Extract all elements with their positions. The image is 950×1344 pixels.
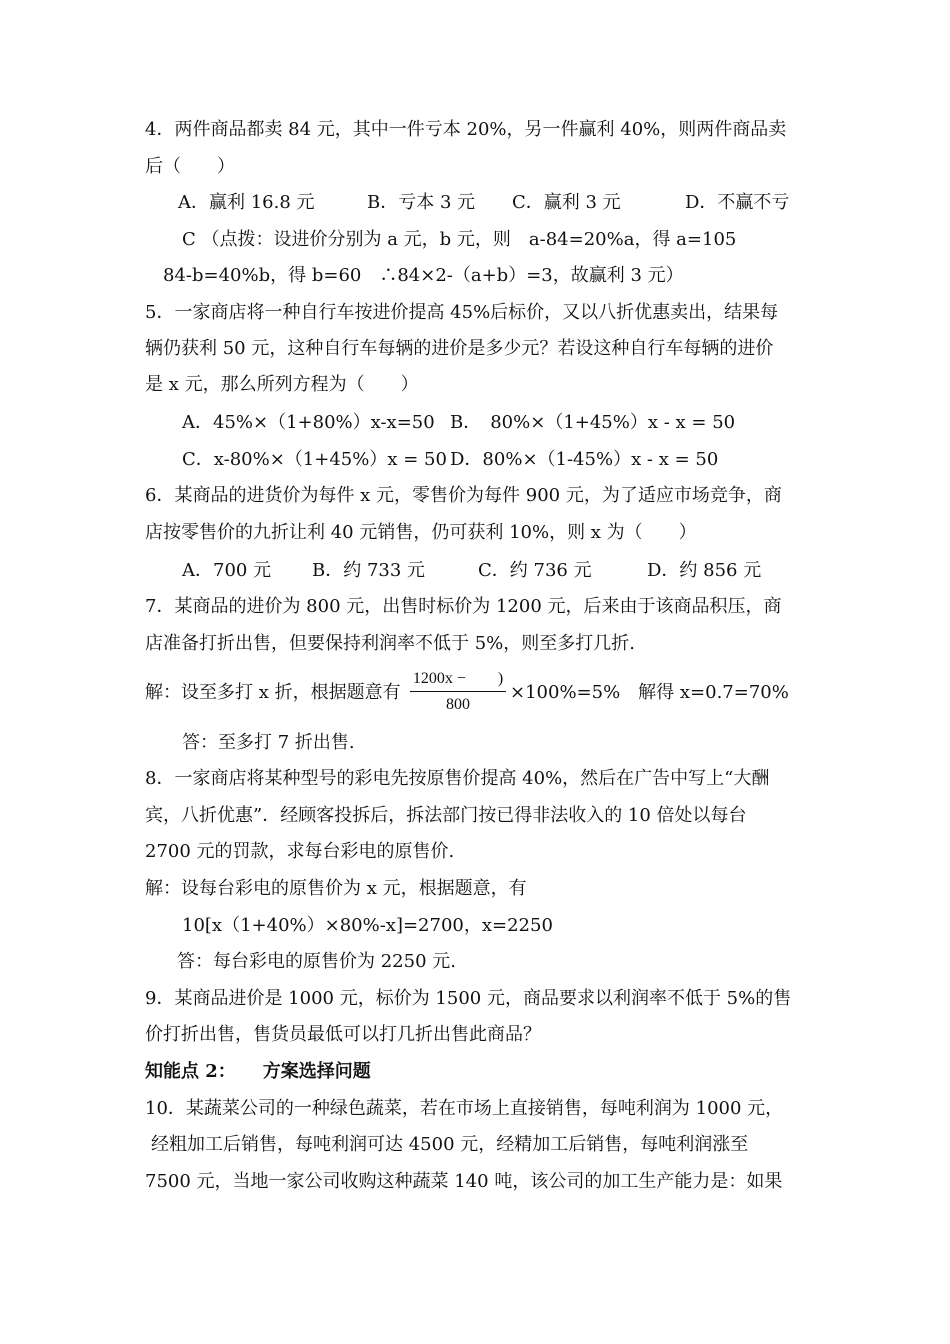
q7-stem-line2: 店准备打折出售，但要保持利润率不低于 5%，则至多打几折. [145, 633, 635, 654]
q5-option-b: B． 80%×（1+45%）x - x = 50 [450, 412, 736, 433]
q5-stem-line2: 辆仍获利 50 元，这种自行车每辆的进价是多少元？若设这种自行车每辆的进价 [145, 338, 774, 359]
q10-stem-line1: 10．某蔬菜公司的一种绿色蔬菜，若在市场上直接销售，每吨利润为 1000 元， [145, 1098, 784, 1119]
q7-fraction-numerator: 1200x − ) [412, 670, 504, 687]
q7-solution-suffix: ×100%=5% 解得 x=0.7=70% [510, 682, 789, 703]
q9-stem-line2: 价打折出售，售货员最低可以打几折出售此商品？ [145, 1024, 541, 1045]
q5-option-a: A．45%×（1+80%）x-x=50 [182, 412, 435, 433]
q6-stem-line2: 店按零售价的九折让利 40 元销售，仍可获利 10%，则 x 为（ ） [145, 522, 697, 543]
q4-option-a: A．赢利 16.8 元 [178, 192, 315, 213]
q4-option-b: B．亏本 3 元 [367, 192, 476, 213]
q6-stem-line1: 6．某商品的进货价为每件 x 元，零售价为每件 900 元，为了适应市场竞争，商 [145, 485, 782, 506]
q7-solution-prefix: 解：设至多打 x 折，根据题意有 [145, 682, 401, 703]
q7-fraction-bar [410, 691, 506, 692]
q5-stem-line3: 是 x 元，那么所列方程为（ ） [145, 374, 419, 395]
q4-option-c: C．赢利 3 元 [512, 192, 621, 213]
q5-option-c: C．x-80%×（1+45%）x = 50 [182, 449, 447, 470]
q9-stem-line1: 9．某商品进价是 1000 元，标价为 1500 元，商品要求以利润率不低于 5%的售 [145, 988, 792, 1009]
q4-hint-line1: C （点拨：设进价分别为 a 元，b 元，则 a-84=20%a，得 a=105 [182, 229, 737, 250]
q6-option-b: B．约 733 元 [312, 560, 426, 581]
q6-option-a: A．700 元 [182, 560, 272, 581]
q5-stem-line1: 5．一家商店将一种自行车按进价提高 45%后标价，又以八折优惠卖出，结果每 [145, 302, 779, 323]
q8-stem-line2: 宾，八折优惠”．经顾客投拆后，拆法部门按已得非法收入的 10 倍处以每台 [145, 805, 747, 826]
section-title: 知能点 2： 方案选择问题 [145, 1061, 371, 1082]
q10-stem-line2: 经粗加工后销售，每吨利润可达 4500 元，经精加工后销售，每吨利润涨至 [151, 1134, 749, 1155]
q4-stem-line1: 4．两件商品都卖 84 元，其中一件亏本 20%，另一件赢利 40%，则两件商品卖 [145, 119, 787, 140]
q8-stem-line1: 8．一家商店将某种型号的彩电先按原售价提高 40%，然后在广告中写上“大酬 [145, 768, 770, 789]
q4-option-d: D．不赢不亏 [685, 192, 790, 213]
q7-stem-line1: 7．某商品的进价为 800 元，出售时标价为 1200 元，后来由于该商品积压，商 [145, 596, 782, 617]
q6-option-c: C．约 736 元 [478, 560, 592, 581]
q8-answer: 答：每台彩电的原售价为 2250 元. [177, 951, 456, 972]
q7-fraction [410, 670, 506, 716]
q4-stem-line2: 后（ ） [145, 156, 235, 177]
q10-stem-line3: 7500 元，当地一家公司收购这种蔬菜 140 吨，该公司的加工生产能力是：如果 [145, 1171, 783, 1192]
q7-answer: 答：至多打 7 折出售. [182, 732, 355, 753]
q5-option-d: D．80%×（1-45%）x - x = 50 [450, 449, 719, 470]
q4-hint-line2: 84-b=40%b，得 b=60 ∴84×2-（a+b）=3，故赢利 3 元） [163, 265, 684, 286]
q7-fraction-denominator: 800 [446, 696, 470, 713]
q6-option-d: D．约 856 元 [647, 560, 762, 581]
q8-solution-line1: 解：设每台彩电的原售价为 x 元，根据题意，有 [145, 878, 527, 899]
q8-stem-line3: 2700 元的罚款，求每台彩电的原售价. [145, 841, 455, 862]
q8-equation: 10[x（1+40%）×80%-x]=2700，x=2250 [182, 915, 553, 936]
